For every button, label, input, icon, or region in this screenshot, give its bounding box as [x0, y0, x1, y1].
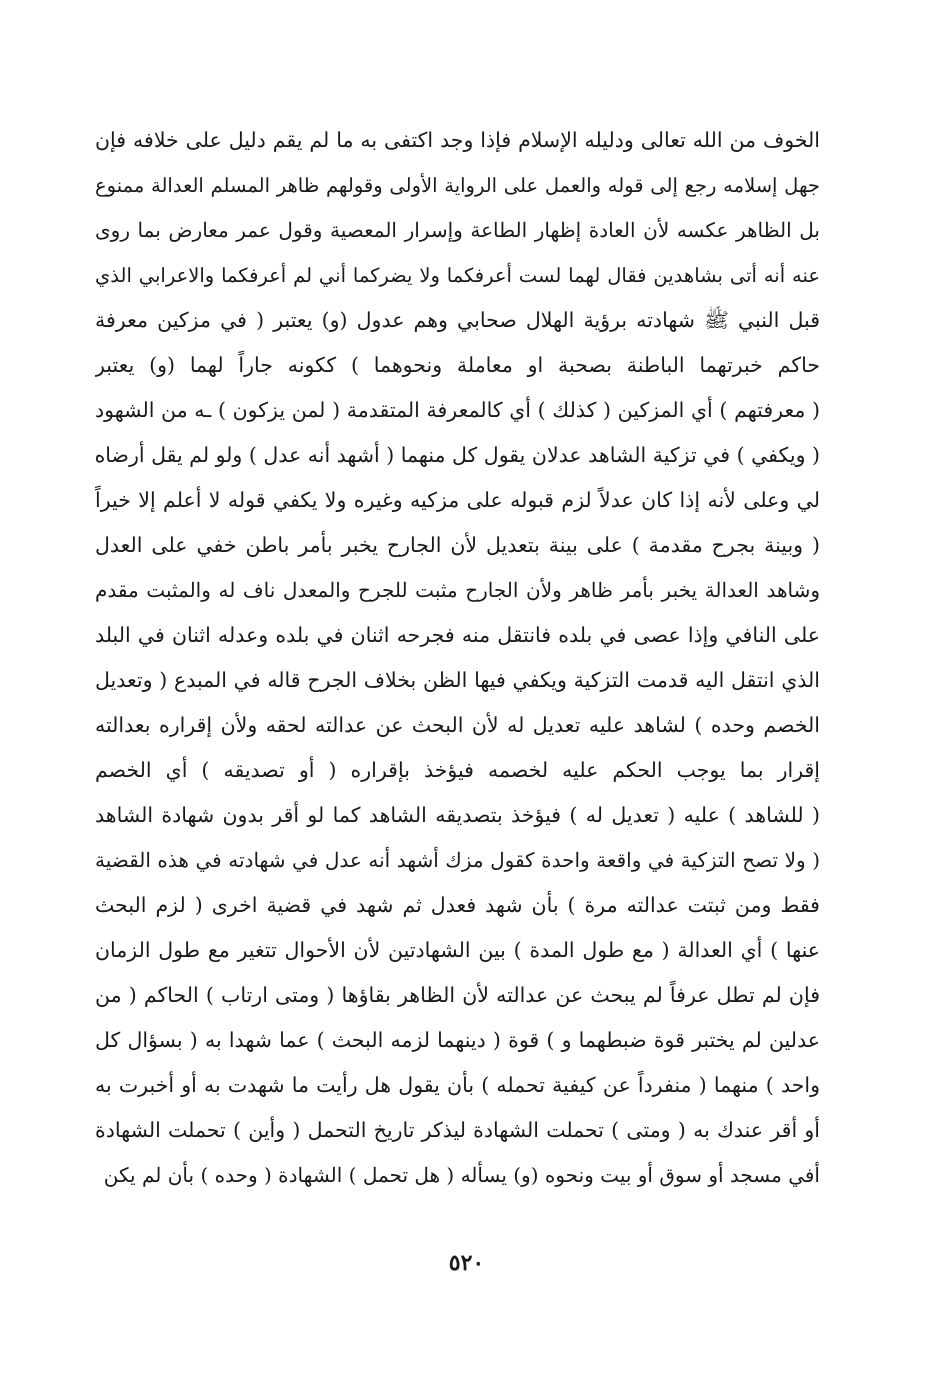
text-line: على النافي وإذا عصى في بلده فانتقل منه فجرحه اثنان في بلده وعدله اثنان في البلد	[95, 623, 820, 647]
text-line: ( ولا تصح التزكية في واقعة واحدة كقول مزك أشهد أنه عدل في شهادته في هذه القضية	[95, 848, 820, 872]
page-number: ٥٢٠	[448, 1250, 485, 1276]
text-line: أو أقر عندك به ( ومتى ) تحملت الشهادة ليذكر تاريخ التحمل ( وأين ) تحملت الشهادة	[95, 1118, 820, 1142]
text-line: عدلين لم يختبر قوة ضبطهما و ) قوة ( دينهما لزمه البحث ) عما شهدا به ( بسؤال كل	[95, 1028, 820, 1052]
text-line: أفي مسجد أو سوق أو بيت ونحوه (و) يسأله ( هل تحمل ) الشهادة ( وحده ) بأن لم يكن	[103, 1163, 820, 1187]
text-line: عنها ) أي العدالة ( مع طول المدة ) بين الشهادتين لأن الأحوال تتغير مع طول الزمان	[95, 938, 820, 962]
text-line: فقط ومن ثبتت عدالته مرة ) بأن شهد فعدل ثم شهد في قضية اخرى ( لزم البحث	[95, 893, 820, 917]
text-line: ( ويكفي ) في تزكية الشاهد عدلان يقول كل منهما ( أشهد أنه عدل ) ولو لم يقل أرضاه	[95, 443, 820, 467]
text-line: بل الظاهر عكسه لأن العادة إظهار الطاعة وإسرار المعصية وقول عمر معارض بما روى	[95, 218, 820, 242]
text-line: ( وبينة بجرح مقدمة ) على بينة بتعديل لأن الجارح يخبر بأمر باطن خفي على العدل	[95, 533, 820, 557]
text-line: الخصم وحده ) لشاهد عليه تعديل له لأن البحث عن عدالته لحقه ولأن إقراره بعدالته	[95, 713, 820, 737]
text-line: الذي انتقل اليه قدمت التزكية ويكفي فيها الظن بخلاف الجرح قاله في المبدع ( وتعديل	[95, 668, 820, 692]
text-line: لي وعلى لأنه إذا كان عدلاً لزم قبوله على مزكيه وغيره ولا يكفي قوله لا أعلم إلا خيراً	[95, 488, 820, 512]
text-line: حاكم خبرتهما الباطنة بصحبة او معاملة ونحوهما ) ككونه جاراً لهما (و) يعتبر	[95, 353, 820, 377]
text-line: فإن لم تطل عرفاً لم يبحث عن عدالته لأن الظاهر بقاؤها ( ومتى ارتاب ) الحاكم ( من	[95, 983, 820, 1007]
text-line: ( للشاهد ) عليه ( تعديل له ) فيؤخذ بتصديقه الشاهد كما لو أقر بدون شهادة الشاهد	[95, 803, 820, 827]
body-text	[95, 118, 820, 1198]
text-line: ( معرفتهم ) أي المزكين ( كذلك ) أي كالمعرفة المتقدمة ( لمن يزكون ) ـه من الشهود	[95, 398, 820, 422]
text-line: قبل النبي ﷺ شهادته برؤية الهلال صحابي وهم عدول (و) يعتبر ( في مزكين معرفة	[95, 308, 820, 332]
text-line: الخوف من الله تعالى ودليله الإسلام فإذا وجد اكتفى به ما لم يقم دليل على خلافه فإن	[95, 128, 820, 152]
text-line: وشاهد العدالة يخبر بأمر ظاهر ولأن الجارح مثبت للجرح والمعدل ناف له والمثبت مقدم	[95, 578, 820, 602]
text-line: إقرار بما يوجب الحكم عليه لخصمه فيؤخذ بإقراره ( أو تصديقه ) أي الخصم	[95, 758, 820, 782]
text-line: واحد ) منهما ( منفرداً عن كيفية تحمله ) بأن يقول هل رأيت ما شهدت به أو أخبرت به	[95, 1073, 820, 1097]
text-line: عنه أنه أتى بشاهدين فقال لهما لست أعرفكما ولا يضركما أني لم أعرفكما والاعرابي الذي	[95, 264, 820, 287]
text-line: جهل إسلامه رجع إلى قوله والعمل على الرواية الأولى وقولهم ظاهر المسلم العدالة ممنوع	[95, 174, 820, 197]
